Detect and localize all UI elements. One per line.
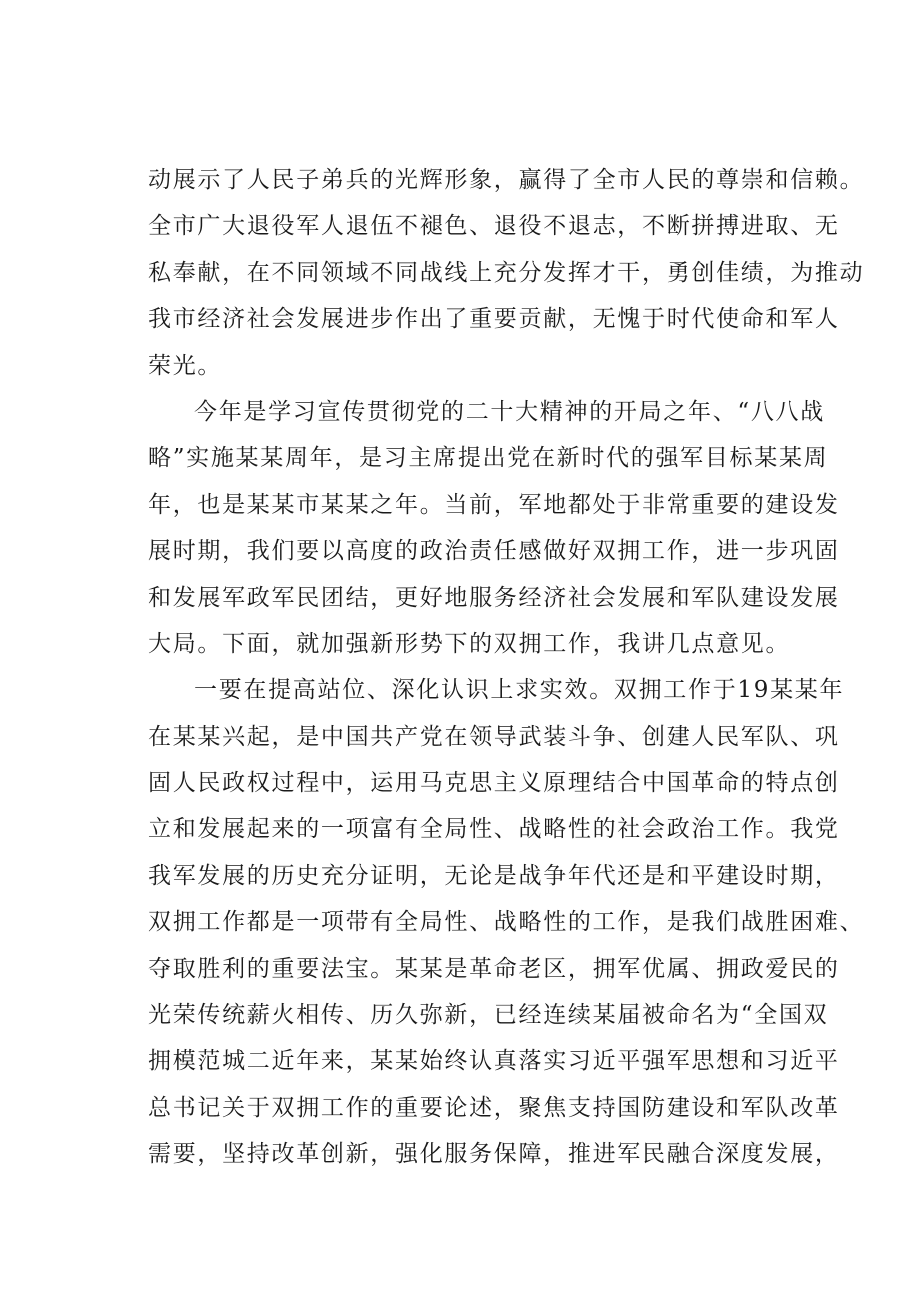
text-line: 展时期，我们要以高度的政治责任感做好双拥工作，进一步巩固	[148, 538, 840, 565]
text-line: 立和发展起来的一项富有全局性、战略性的社会政治工作。我党	[148, 816, 840, 843]
text-line: 和发展军政军民团结，更好地服务经济社会发展和军队建设发展	[148, 584, 840, 611]
text-line: 双拥工作都是一项带有全局性、战略性的工作，是我们战胜困难、	[148, 909, 865, 936]
text-line: 总书记关于双拥工作的重要论述，聚焦支持国防建设和军队改革	[148, 1094, 840, 1121]
text-line: 动展示了人民子弟兵的光辉形象，赢得了全市人民的尊崇和信赖。	[148, 167, 865, 193]
text-line: 拥模范城二近年来，某某始终认真落实习近平强军思想和习近平	[148, 1048, 840, 1075]
document-body	[148, 157, 865, 1178]
text-line: 全市广大退役军人退伍不褪色、退役不退志，不断拼搏进取、无	[148, 213, 840, 240]
text-line: 我市经济社会发展进步作出了重要贡献，无愧于时代使命和军人	[148, 306, 840, 333]
text-line: 略”实施某某周年，是习主席提出党在新时代的强军目标某某周	[148, 445, 829, 472]
text-line: 固人民政权过程中，运用马克思主义原理结合中国革命的特点创	[148, 770, 840, 797]
text-line: 私奉献，在不同领域不同战线上充分发挥才干，勇创佳绩，为推动	[148, 259, 865, 286]
text-line: 光荣传统薪火相传、历久弥新，已经连续某届被命名为“全国双	[148, 1002, 829, 1029]
text-line: 大局。下面，就加强新形势下的双拥工作，我讲几点意见。	[148, 630, 791, 657]
text-line: 需要，坚持改革创新，强化服务保障，推进军民融合深度发展，	[148, 1141, 840, 1168]
text-line: 荣光。	[148, 352, 223, 379]
text-line: 我军发展的历史充分证明，无论是战争年代还是和平建设时期，	[148, 862, 840, 889]
text-line: 在某某兴起，是中国共产党在领导武装斗争、创建人民军队、巩	[148, 723, 840, 750]
paragraph-start-line: 今年是学习宣传贯彻党的二十大精神的开局之年、“八八战	[194, 398, 825, 425]
paragraph-start-line: 一要在提高站位、深化认识上求实效。双拥工作于19某某年	[194, 677, 845, 704]
text-line: 夺取胜利的重要法宝。某某是革命老区，拥军优属、拥政爱民的	[148, 955, 840, 982]
text-line: 年，也是某某市某某之年。当前，军地都处于非常重要的建设发	[148, 491, 840, 518]
